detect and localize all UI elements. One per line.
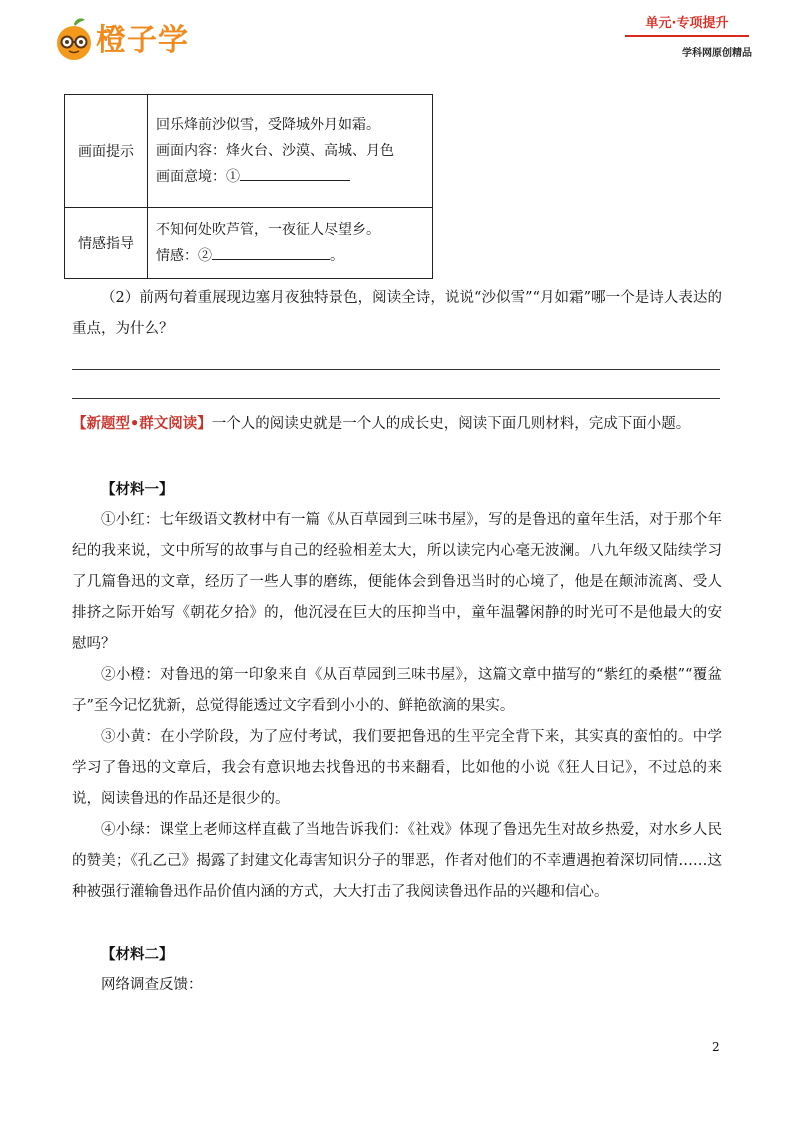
logo (54, 18, 204, 64)
orange-mascot-icon (54, 18, 94, 62)
question-2: （2）前两句着重展现边塞月夜独特景色，阅读全诗，说说“沙似雪”“月如霜”哪一个是诗人表达的重点，为什么？ (72, 290, 722, 337)
poem-prompt-table (64, 94, 433, 279)
survey-feedback-label: 网络调查反馈： (101, 977, 203, 993)
unit-badge: 单元·专项提升 (625, 13, 749, 37)
material-1-paragraph: ④小绿：课堂上老师这样直截了当地告诉我们：《社戏》体现了鲁迅先生对故乡热爱，对水乡人民的赞美；《孔乙己》揭露了封建文化毒害知识分子的罪恶，作者对他们的不幸遭遇抱着深切同情……这种被强行灌输鲁迅作品价值内涵的方式，大大打击了我阅读鲁迅作品的兴趣和信心。 (72, 822, 722, 900)
material-1-paragraph: ②小橙：对鲁迅的第一印象来自《从百草园到三味书屋》，这篇文章中描写的“紫红的桑椹”“覆盆子”至今记忆犹新，总觉得能透过文字看到小小的、鲜艳欲滴的果实。 (72, 667, 722, 714)
emotion-label: 情感：② (156, 248, 212, 264)
answer-blank-2[interactable] (212, 259, 330, 260)
picture-content: 画面内容：烽火台、沙漠、高城、月色 (156, 143, 394, 159)
row-label: 画面提示 (65, 95, 148, 208)
row-label: 情感指导 (65, 208, 148, 279)
mood-label: 画面意境：① (156, 169, 240, 185)
intro-text: 一个人的阅读史就是一个人的成长史，阅读下面几则材料，完成下面小题。 (211, 416, 691, 432)
question-type-tag: 【新题型•群文阅读】 (72, 415, 212, 432)
answer-blank-1[interactable] (240, 180, 350, 181)
row-content (148, 208, 433, 279)
material-2-title: 【材料二】 (101, 946, 174, 963)
material-1-paragraph: ①小红：七年级语文教材中有一篇《从百草园到三味书屋》，写的是鲁迅的童年生活，对于那个年纪的我来说，文中所写的故事与自己的经验相差太大，所以读完内心毫无波澜。八九年级又陆续学习了几篇鲁迅的文章，经历了一些人事的磨练，便能体会到鲁迅当时的心境了，他是在颠沛流离、受人排挤之际开始写《朝花夕拾》的，他沉浸在巨大的压抑当中，童年温馨闲静的时光可不是他最大的安慰吗？ (72, 512, 722, 652)
group-reading-intro (72, 408, 722, 440)
page-header (0, 0, 794, 80)
logo-text: 橙子学 (96, 23, 189, 58)
poem-line: 不知何处吹芦管，一夜征人尽望乡。 (156, 222, 380, 238)
page-number: 2 (712, 1040, 720, 1054)
row-content (148, 95, 433, 208)
material-1-title: 【材料一】 (101, 481, 174, 498)
material-1-paragraph: ③小黄：在小学阶段，为了应付考试，我们要把鲁迅的生平完全背下来，其实真的蛮怕的。中学学习了鲁迅的文章后，我会有意识地去找鲁迅的书来翻看，比如他的小说《狂人日记》，不过总的来说，阅读鲁迅的作品还是很少的。 (72, 729, 722, 807)
table-row (65, 208, 433, 279)
answer-line[interactable] (72, 398, 720, 399)
emotion-line (156, 243, 424, 269)
table-row (65, 95, 433, 208)
emotion-end: 。 (330, 248, 344, 264)
picture-mood (156, 164, 424, 190)
badge-subtitle: 学科网原创精品 (682, 48, 752, 59)
poem-line: 回乐烽前沙似雪，受降城外月如霜。 (156, 117, 380, 133)
answer-line[interactable] (72, 369, 720, 370)
